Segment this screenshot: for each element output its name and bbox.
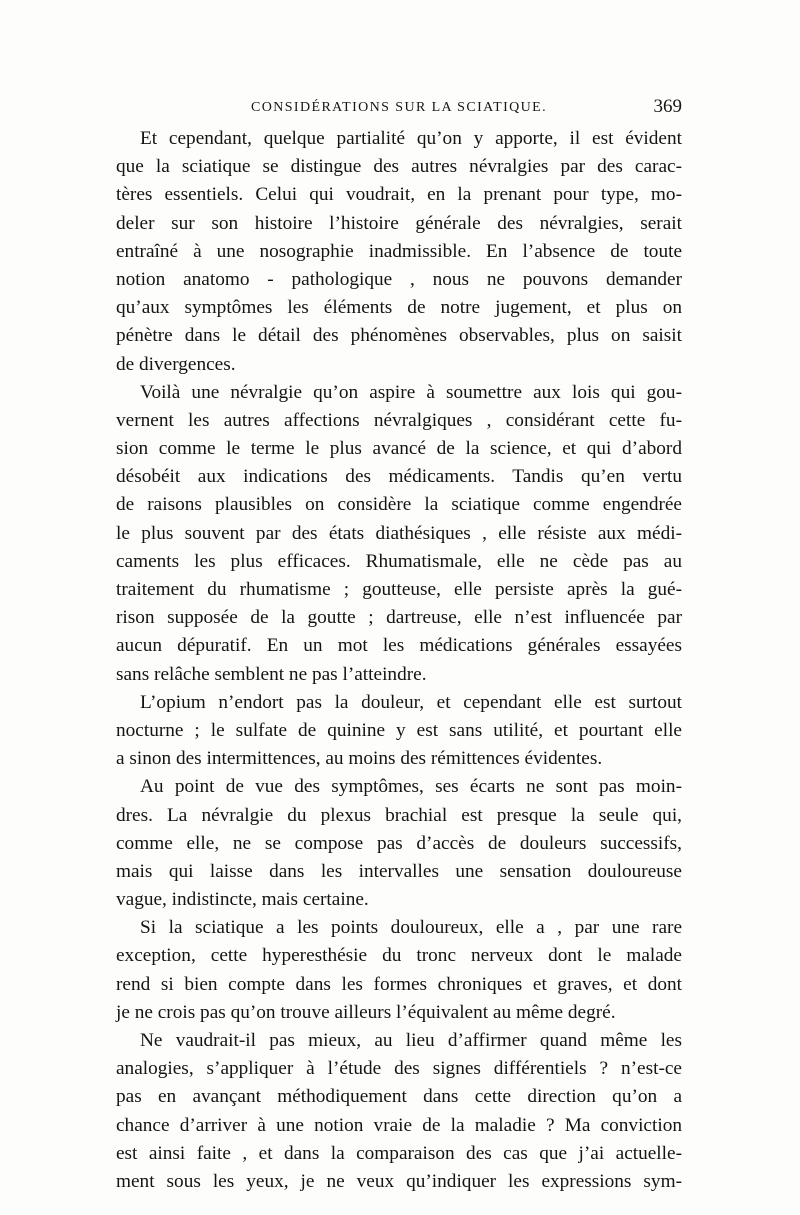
text-line: sans relâche semblent ne pas l’atteindre.: [116, 663, 427, 685]
text-line: notion anatomo - pathologique , nous ne pouvons demander: [116, 268, 682, 290]
paragraph-5: [116, 914, 682, 1027]
text-line: entraîné à une nosographie inadmissible. En l’absence de toute: [116, 240, 682, 262]
text-line: est ainsi faite , et dans la comparaison des cas que j’ai actuelle-: [116, 1142, 682, 1164]
body-text: [116, 125, 682, 1196]
text-line: désobéit aux indications des médicaments. Tandis qu’en vertu: [116, 466, 682, 488]
text-line: vernent les autres affections névralgiques , considérant cette fu-: [116, 409, 682, 431]
text-line: de divergences.: [116, 353, 236, 375]
text-line: sion comme le terme le plus avancé de la science, et qui d’abord: [116, 438, 682, 460]
paragraph-1: [116, 125, 682, 379]
text-line: deler sur son histoire l’histoire générale des névralgies, serait: [116, 212, 682, 234]
text-line: Ne vaudrait-il pas mieux, au lieu d’affirmer quand même les: [140, 1030, 682, 1051]
text-line: Et cependant, quelque partialité qu’on y apporte, il est évident: [140, 128, 682, 149]
text-line: caments les plus efficaces. Rhumatismale, elle ne cède pas au: [116, 550, 682, 572]
page-number: 369: [653, 96, 682, 117]
page-header: [116, 96, 682, 122]
text-line: a sinon des intermittences, au moins des rémittences évidentes.: [116, 748, 603, 770]
text-line: pas en avançant méthodiquement dans cette direction qu’on a: [116, 1086, 682, 1108]
text-line: tères essentiels. Celui qui voudrait, en la prenant pour type, mo-: [116, 184, 682, 206]
paragraph-3: [116, 689, 682, 774]
text-line: traitement du rhumatisme ; goutteuse, elle persiste après la gué-: [116, 579, 682, 600]
text-line: Si la sciatique a les points douloureux, elle a , par une rare: [140, 917, 682, 939]
text-line: L’opium n’endort pas la douleur, et cependant elle est surtout: [140, 691, 682, 713]
text-line: nocturne ; le sulfate de quinine y est sans utilité, et pourtant elle: [116, 719, 682, 741]
text-line: je ne crois pas qu’on trouve ailleurs l’équivalent au même degré.: [116, 1001, 616, 1023]
text-line: de raisons plausibles on considère la sciatique comme engendrée: [116, 494, 682, 516]
text-line: aucun dépuratif. En un mot les médications générales essayées: [116, 635, 682, 657]
text-line: que la sciatique se distingue des autres névralgies par des carac-: [116, 156, 682, 178]
text-line: dres. La névralgie du plexus brachial est presque la seule qui,: [116, 804, 682, 826]
text-line: ment sous les yeux, je ne veux qu’indiquer les expressions sym-: [116, 1170, 682, 1192]
text-line: analogies, s’appliquer à l’étude des signes différentiels ? n’est-ce: [116, 1058, 682, 1080]
text-line: qu’aux symptômes les éléments de notre jugement, et plus on: [116, 297, 682, 319]
text-line: comme elle, ne se compose pas d’accès de douleurs successifs,: [116, 832, 682, 854]
text-line: Au point de vue des symptômes, ses écarts ne sont pas moin-: [140, 776, 682, 798]
text-line: mais qui laisse dans les intervalles une sensation douloureuse: [116, 860, 682, 882]
paragraph-2: [116, 379, 682, 689]
paragraph-4: [116, 773, 682, 914]
text-line: chance d’arriver à une notion vraie de la maladie ? Ma conviction: [116, 1114, 682, 1136]
text-line: le plus souvent par des états diathésiques , elle résiste aux médi-: [116, 522, 682, 544]
text-line: vague, indistincte, mais certaine.: [116, 889, 369, 911]
text-line: pénètre dans le détail des phénomènes observables, plus on saisit: [116, 325, 682, 347]
text-line: exception, cette hyperesthésie du tronc nerveux dont le malade: [116, 945, 682, 967]
paragraph-6: [116, 1027, 682, 1196]
text-line: rison supposée de la goutte ; dartreuse, elle n’est influencée par: [116, 607, 682, 629]
text-line: Voilà une névralgie qu’on aspire à soumettre aux lois qui gou-: [140, 381, 682, 403]
text-line: rend si bien compte dans les formes chroniques et graves, et dont: [116, 973, 682, 995]
running-title: CONSIDÉRATIONS SUR LA SCIATIQUE.: [250, 100, 548, 115]
